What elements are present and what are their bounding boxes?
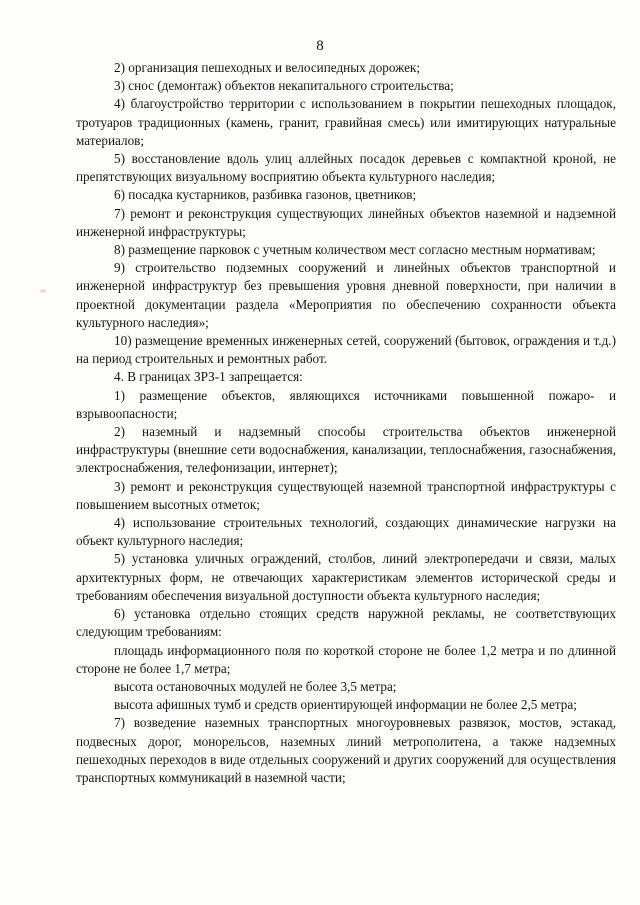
paragraph-item-9: 9) строительство подземных сооружений и линейных объектов транспортной и инженерной инфраструктур без превышения уровня дневной поверхности, при наличии в проектной документации раздела «Мероприятия по обеспечению сохранности объекта культурного наследия»; [76,260,616,330]
paragraph-item-7: 7) ремонт и реконструкция существующих линейных объектов наземной и надземной инженерной инфраструктуры; [76,205,616,239]
paragraph-item-3: 3) снос (демонтаж) объектов некапитального строительства; [114,78,454,94]
paragraph-item-4: 4) благоустройство территории с использованием в покрытии пешеходных площадок, тротуаров традиционных (камень, гранит, гравийная смесь) или имитирующих натуральные материалов; [76,96,616,148]
prohibition-item-7: 7) возведение наземных транспортных многоуровневых развязок, мостов, эстакад, подвесных дорог, монорельсов, наземных линий метрополитена, а также надземных пешеходных переходов в виде отдельных сооружений и других сооружений для осуществления транспортных коммуникаций в наземной части; [76,715,616,785]
section-heading-zrz1: 4. В границах ЗРЗ-1 запрещается: [114,369,303,385]
requirement-stop-modules: высота остановочных модулей не более 3,5 метра; [114,678,397,694]
paragraph-item-2: 2) организация пешеходных и велосипедных дорожек; [114,60,421,75]
paragraph-item-8: 8) размещение парковок с учетным количеством мест согласно местным нормативам; [114,242,596,258]
document-body [76,59,616,787]
requirement-poster-stands: высота афишных тумб и средств ориентирующей информации не более 2,5 метра; [114,697,577,713]
paragraph-item-6: 6) посадка кустарников, разбивка газонов, цветников; [114,187,417,203]
paragraph-item-10: 10) размещение временных инженерных сетей, сооружений (бытовок, ограждения и т.д.) на период строительных и ремонтных работ. [76,333,616,367]
prohibition-item-1: 1) размещение объектов, являющихся источниками повышенной пожаро- и взрывоопасности; [76,387,616,421]
prohibition-item-4: 4) использование строительных технологий, создающих динамические нагрузки на объект культурного наследия; [76,515,616,549]
prohibition-item-5: 5) установка уличных ограждений, столбов, линий электропередачи и связи, малых архитектурных форм, не отвечающих характеристикам элементов исторической среды и требованиям обеспечения визуальной доступности объекта культурного наследия; [76,551,616,603]
paragraph-item-5: 5) восстановление вдоль улиц аллейных посадок деревьев с компактной кроной, не препятствующих визуальному восприятию объекта культурного наследия; [76,151,616,185]
scan-mark [40,289,46,293]
prohibition-item-6: 6) установка отдельно стоящих средств наружной рекламы, не соответствующих следующим требованиям: [76,606,616,640]
prohibition-item-3: 3) ремонт и реконструкция существующей наземной транспортной инфраструктуры с повышением высотных отметок; [76,478,616,512]
requirement-info-field: площадь информационного поля по короткой стороне не более 1,2 метра и по длинной стороне не более 1,7 метра; [76,642,616,676]
page-number: 8 [316,38,324,54]
prohibition-item-2: 2) наземный и надземный способы строительства объектов инженерной инфраструктуры (внешние сети водоснабжения, канализации, теплоснабжения, газоснабжения, электроснабжения, телефонизации, интернет); [76,424,616,476]
